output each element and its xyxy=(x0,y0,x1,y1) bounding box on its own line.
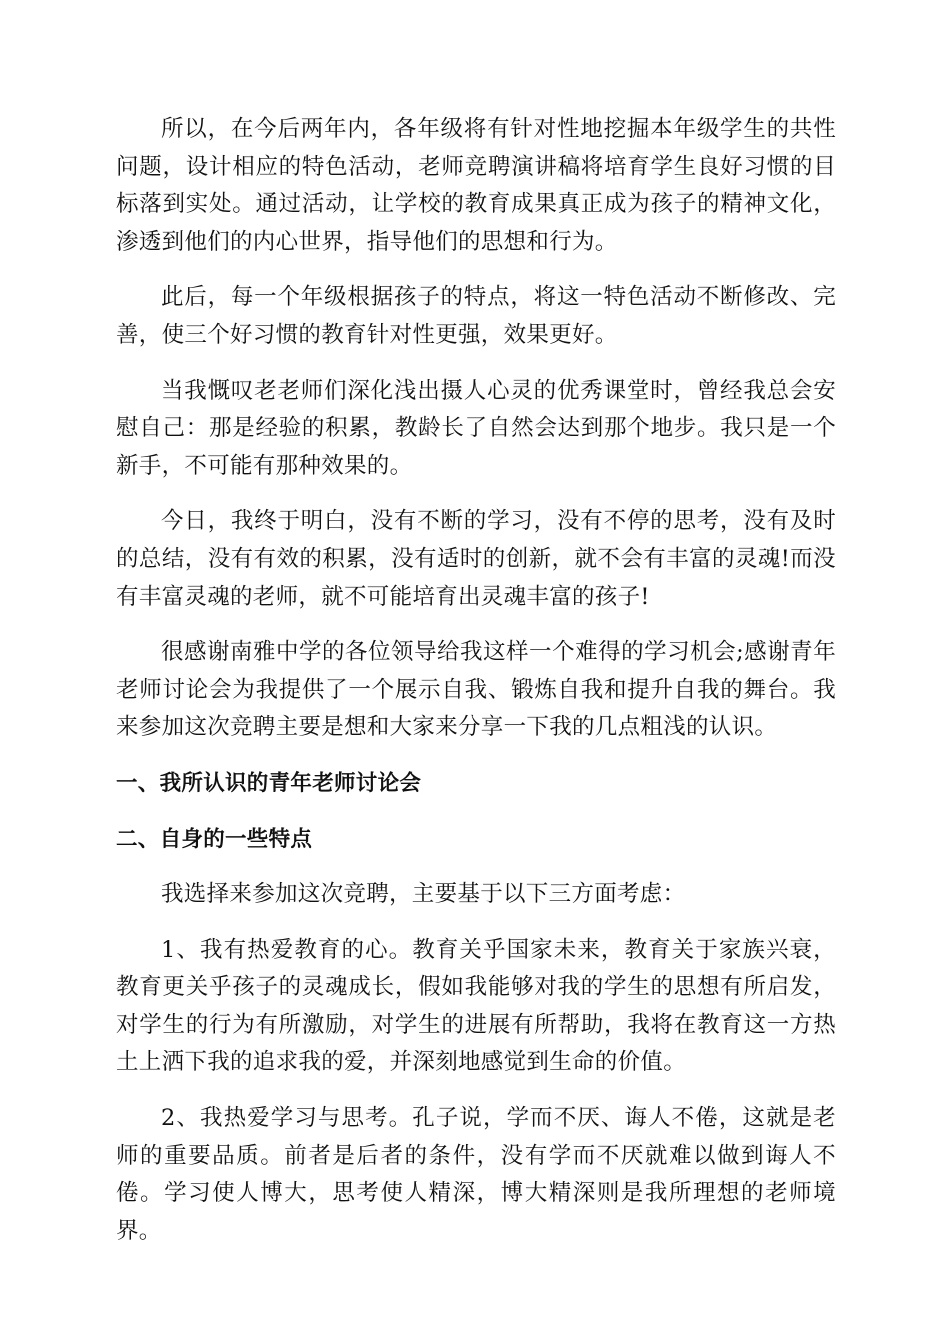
section-heading-1: 一、我所认识的青年老师讨论会 xyxy=(116,770,422,796)
paragraph-8: 2、我热爱学习与思考。孔子说，学而不厌、诲人不倦，这就是老师的重要品质。前者是后者的条件，没有学而不厌就难以做到诲人不倦。学习使人博大，思考使人精深，博大精深则是我所理想的老师境界。 xyxy=(116,1105,836,1244)
paragraph-3: 当我慨叹老老师们深化浅出摄人心灵的优秀课堂时，曾经我总会安慰自己：那是经验的积累，教龄长了自然会达到那个地步。我只是一个新手，不可能有那种效果的。 xyxy=(116,377,836,479)
paragraph-1: 所以，在今后两年内，各年级将有针对性地挖掘本年级学生的共性问题，设计相应的特色活动，老师竞聘演讲稿将培育学生良好习惯的目标落到实处。通过活动，让学校的教育成果真正成为孩子的精神文化，渗透到他们的内心世界，指导他们的思想和行为。 xyxy=(116,116,836,255)
paragraph-6: 我选择来参加这次竞聘，主要基于以下三方面考虑： xyxy=(161,881,686,908)
paragraph-2: 此后，每一个年级根据孩子的特点，将这一特色活动不断修改、完善，使三个好习惯的教育针对性更强，效果更好。 xyxy=(116,284,836,348)
section-heading-2: 二、自身的一些特点 xyxy=(116,826,313,852)
paragraph-7: 1、我有热爱教育的心。教育关乎国家未来，教育关于家族兴衰，教育更关乎孩子的灵魂成长，假如我能够对我的学生的思想有所启发，对学生的行为有所激励，对学生的进展有所帮助，我将在教育这一方热土上洒下我的追求我的爱，并深刻地感觉到生命的价值。 xyxy=(116,936,836,1076)
document-body xyxy=(116,111,836,1268)
paragraph-4: 今日，我终于明白，没有不断的学习，没有不停的思考，没有及时的总结，没有有效的积累，没有适时的创新，就不会有丰富的灵魂!而没有丰富灵魂的老师，就不可能培育出灵魂丰富的孩子! xyxy=(116,508,836,610)
paragraph-5: 很感谢南雅中学的各位领导给我这样一个难得的学习机会;感谢青年老师讨论会为我提供了一个展示自我、锻炼自我和提升自我的舞台。我来参加这次竞聘主要是想和大家来分享一下我的几点粗浅的认识。 xyxy=(116,639,836,741)
